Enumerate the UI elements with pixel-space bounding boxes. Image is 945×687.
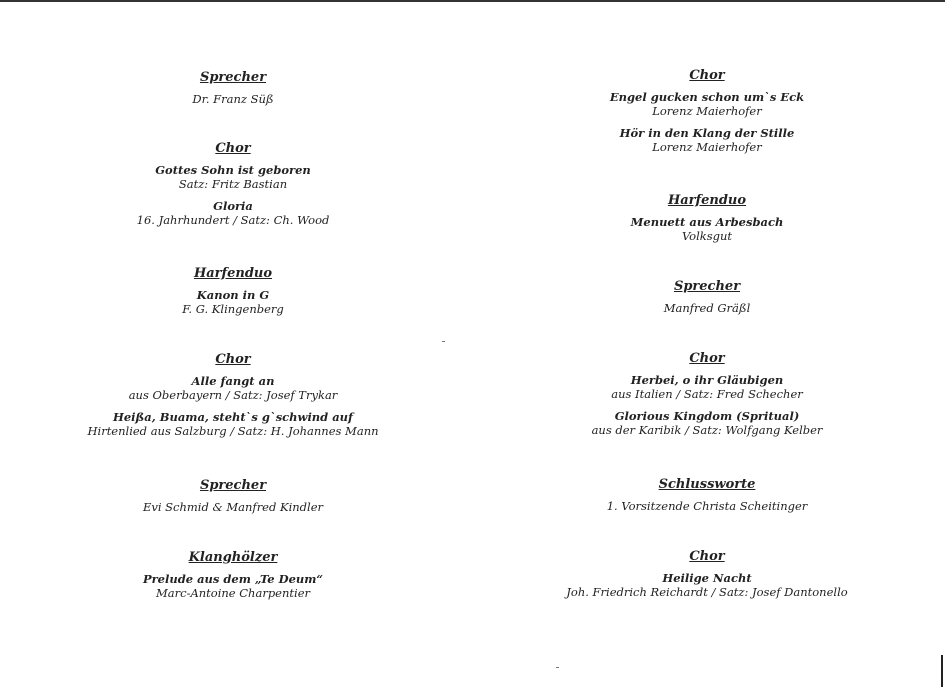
program-item (527, 499, 887, 513)
scan-right-edge (941, 655, 943, 687)
piece-credit: aus Italien / Satz: Fred Schecher (611, 387, 803, 401)
piece-title: Glorious Kingdom (Spritual) (614, 409, 800, 423)
program-item (53, 163, 413, 191)
piece-credit: Joh. Friedrich Reichardt / Satz: Josef Dantonello (566, 585, 848, 599)
section-heading: Chor (689, 68, 725, 83)
section-heading: Harfenduo (667, 193, 747, 208)
piece-credit: Lorenz Maierhofer (652, 104, 762, 118)
program-section (53, 266, 413, 324)
program-column-right (527, 0, 887, 687)
program-item (527, 90, 887, 118)
program-section (527, 477, 887, 521)
program-item (53, 199, 413, 227)
piece-title: Herbei, o ihr Gläubigen (630, 373, 784, 387)
program-section (53, 141, 413, 235)
piece-title: Heißa, Buama, steht`s g`schwind auf (113, 410, 353, 424)
program-item (53, 288, 413, 316)
program-section (527, 279, 887, 323)
program-section (527, 351, 887, 445)
program-item (53, 500, 413, 514)
program-item (527, 126, 887, 154)
program-item (527, 301, 887, 315)
program-section (53, 352, 413, 446)
piece-credit: aus der Karibik / Satz: Wolfgang Kelber (591, 423, 823, 437)
section-heading: Chor (689, 351, 725, 366)
piece-title: Menuett aus Arbesbach (630, 215, 784, 229)
speaker-name: 1. Vorsitzende Christa Scheitinger (606, 499, 808, 513)
piece-title: Gottes Sohn ist geboren (155, 163, 311, 177)
speaker-name: Evi Schmid & Manfred Kindler (142, 500, 324, 514)
program-section (527, 68, 887, 162)
program-item (53, 410, 413, 438)
piece-credit: Lorenz Maierhofer (652, 140, 762, 154)
piece-title: Engel gucken schon um`s Eck (609, 90, 805, 104)
program-item (527, 571, 887, 599)
piece-title: Gloria (213, 199, 253, 213)
piece-title: Hör in den Klang der Stille (619, 126, 795, 140)
program-section (527, 549, 887, 607)
program-section (53, 478, 413, 522)
piece-title: Kanon in G (196, 288, 270, 302)
section-heading: Chor (215, 141, 251, 156)
piece-credit: 16. Jahrhundert / Satz: Ch. Wood (136, 213, 330, 227)
program-section (53, 550, 413, 608)
piece-title: Alle fangt an (191, 374, 275, 388)
piece-credit: Volksgut (681, 229, 733, 243)
section-heading: Harfenduo (193, 266, 273, 281)
piece-title: Prelude aus dem „Te Deum“ (142, 572, 324, 586)
speaker-name: Manfred Gräßl (663, 301, 751, 315)
piece-title: Heilige Nacht (662, 571, 752, 585)
program-column-left (53, 0, 413, 687)
section-heading: Chor (215, 352, 251, 367)
piece-credit: Satz: Fritz Bastian (178, 177, 288, 191)
program-item (53, 572, 413, 600)
section-heading: Sprecher (673, 279, 741, 294)
program-item (53, 374, 413, 402)
program-section (527, 193, 887, 251)
scan-speck (442, 341, 445, 342)
speaker-name: Dr. Franz Süß (192, 92, 274, 106)
piece-credit: Hirtenlied aus Salzburg / Satz: H. Johannes Mann (87, 424, 379, 438)
section-heading: Sprecher (199, 478, 267, 493)
section-heading: Sprecher (199, 70, 267, 85)
program-item (527, 409, 887, 437)
piece-credit: aus Oberbayern / Satz: Josef Trykar (128, 388, 338, 402)
program-item (527, 215, 887, 243)
program-section (53, 70, 413, 114)
piece-credit: F. G. Klingenberg (182, 302, 284, 316)
section-heading: Chor (689, 549, 725, 564)
piece-credit: Marc-Antoine Charpentier (156, 586, 310, 600)
program-item (53, 92, 413, 106)
section-heading: Schlussworte (658, 477, 756, 492)
program-item (527, 373, 887, 401)
section-heading: Klanghölzer (188, 550, 278, 565)
